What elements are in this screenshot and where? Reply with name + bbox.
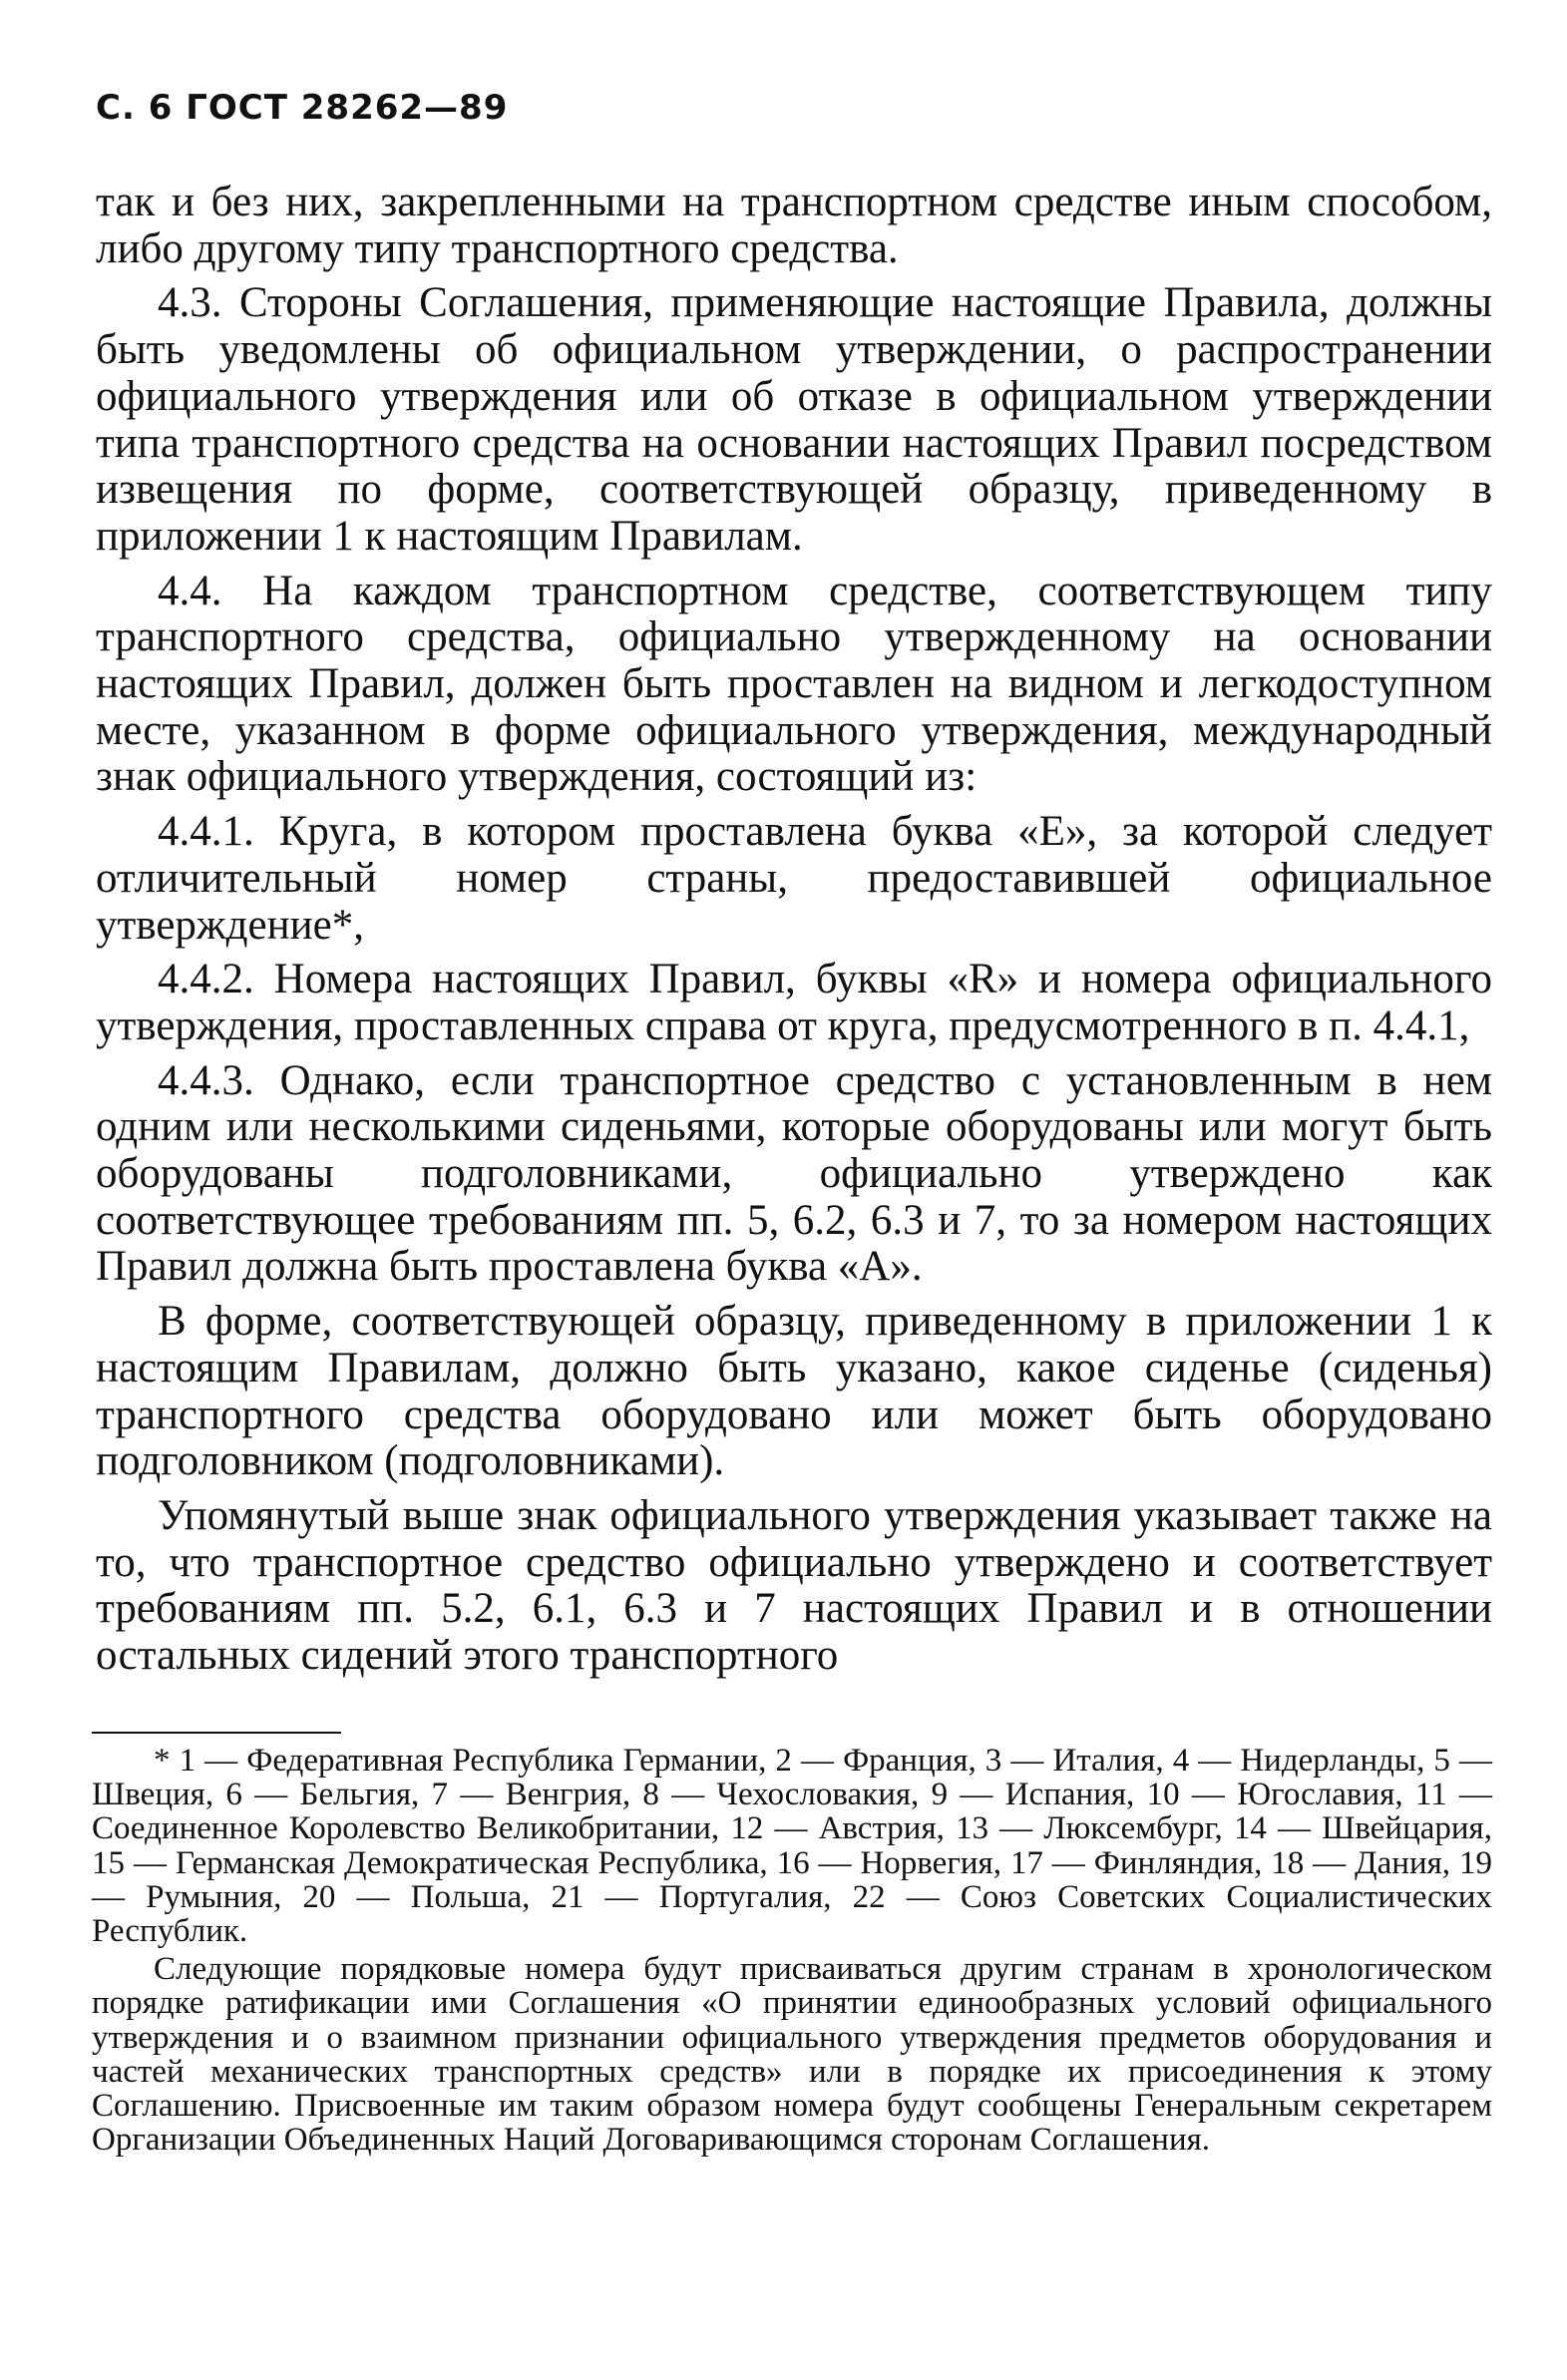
footnote-numbering-note: Следующие порядковые номера будут присваиваться другим странам в хронологическом порядке ратификации ими Соглашения «О принятии единообразных условий официального утверждения и о взаимном признании официального утверждения предметов оборудования и частей механических транспортных средств» или в порядке их присоединения к этому Соглашению. Присвоенные им таким образом номера будут сообщены Генеральным секретарем Организации Объединенных Наций Договаривающимся сторонам Соглашения. [92,1951,1492,2159]
footnotes [92,1732,1492,2161]
paragraph-4-4-2: 4.4.2. Номера настоящих Правил, буквы «R» и номера официального утверждения, проставленных справа от круга, предусмотренного в п. 4.4.1, [96,956,1492,1049]
body-text [96,180,1492,1688]
paragraph-4-4: 4.4. На каждом транспортном средстве, соответствующем типу транспортного средства, официально утвержденному на основании настоящих Правил, должен быть проставлен на видном и легкодоступном месте, указанном в форме официального утверждения, международный знак официального утверждения, состоящий из: [96,567,1492,801]
paragraph-approval-mark: Упомянутый выше знак официального утверждения указывает также на то, что транспортное средство официально утверждено и соответствует требованиям пп. 5.2, 6.1, 6.3 и 7 настоящих Правил и в отношении остальных сидений этого транспортного [96,1491,1492,1680]
footnote-country-codes: * 1 — Федеративная Республика Германии, 2 — Франция, 3 — Италия, 4 — Нидерланды, 5 — Швеция, 6 — Бельгия, 7 — Венгрия, 8 — Чехословакия, 9 — Испания, 10 — Югославия, 11 — Соединенное Королевство Великобритании, 12 — Австрия, 13 — Люксембург, 14 — Швейцария, 15 — Германская Демократическая Республика, 16 — Норвегия, 17 — Финляндия, 18 — Дания, 19 — Румыния, 20 — Польша, 21 — Португалия, 22 — Союз Советских Социалистических Республик. [92,1743,1492,1950]
page-header: С. 6 ГОСТ 28262—89 [96,88,509,128]
paragraph-4-4-1: 4.4.1. Круга, в котором проставлена буква «E», за которой следует отличительный номер страны, предоставившей официальное утверждение*, [96,808,1492,949]
paragraph-4-3: 4.3. Стороны Соглашения, применяющие настоящие Правила, должны быть уведомлены об официальном утверждении, о распространении официального утверждения или об отказе в официальном утверждении типа транспортного средства на основании настоящих Правил посредством извещения по форме, соответствующей образцу, приведенному в приложении 1 к настоящим Правилам. [96,279,1492,560]
paragraph-4-4-3: 4.4.3. Однако, если транспортное средство с установленным в нем одним или несколькими сиденьями, которые оборудованы или могут быть оборудованы подголовниками, официально утверждено как соответствующее требованиям пп. 5, 6.2, 6.3 и 7, то за номером настоящих Правил должна быть проставлена буква «A». [96,1056,1492,1291]
paragraph-form-note: В форме, соответствующей образцу, приведенному в приложении 1 к настоящим Правилам, должно быть указано, какое сиденье (сиденья) транспортного средства оборудовано или может быть оборудовано подголовником (подголовниками). [96,1298,1492,1485]
paragraph-continuation: так и без них, закрепленными на транспортном средстве иным способом, либо другому типу транспортного средства. [96,179,1492,272]
footnote-divider [92,1732,341,1734]
